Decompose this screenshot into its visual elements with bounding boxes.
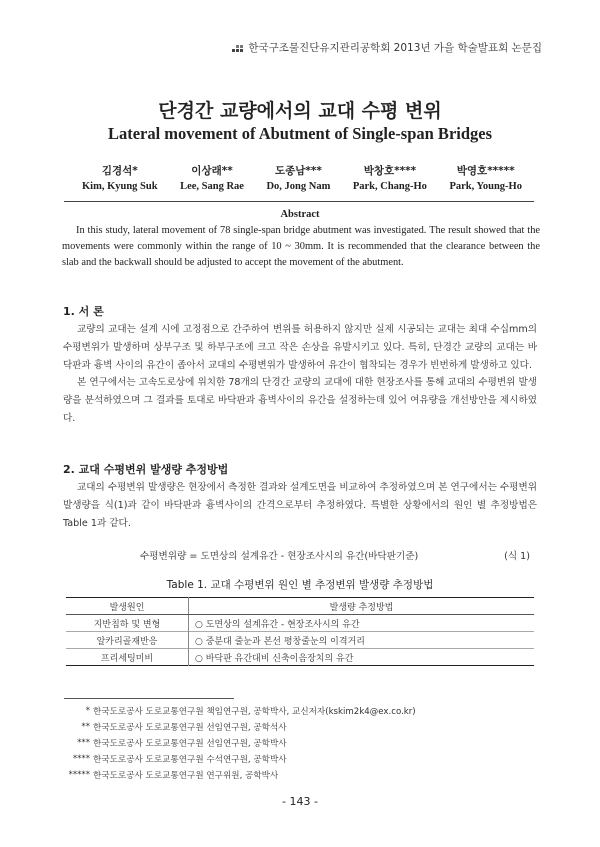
table-cell: ○ 중분대 줄눈과 본선 평창줄눈의 이격거리 [189,632,535,649]
table-cell: 알카리골재반응 [66,632,189,649]
footnote-text: 한국도로공사 도로교통연구원 수석연구원, 공학박사 [93,755,287,765]
footnotes [56,703,536,783]
section-2-body [63,479,537,532]
divider [64,201,534,202]
footnote-mark: **** [72,754,90,764]
table-row [66,632,534,649]
title-korean: 단경간 교량에서의 교대 수평 변위 [158,100,442,122]
author [180,163,244,192]
author-name-en: Do, Jong Nam [266,181,331,192]
footnote-divider [64,698,234,699]
footnote-mark: ***** [68,770,90,780]
author [82,163,158,192]
table-cell: 프리세팅미비 [66,649,189,666]
paragraph: 본 연구에서는 고속도로상에 위치한 78개의 단경간 교량의 교대에 대한 현장조사를 통해 교대의 수평변위 발생량을 분석하였으며 그 결과를 토대로 바닥판과 흉벽사이의 유간을 설정하는데 있어 여유량을 개선방안을 제시하였다. [63,377,537,424]
title-english: Lateral movement of Abutment of Single-span Bridges [107,124,493,143]
footnote-mark: * [85,706,90,716]
equation [140,548,530,562]
footnote [56,703,536,719]
author-name-en: Park, Young-Ho [449,181,522,192]
author-name-en: Lee, Sang Rae [180,181,244,192]
author-name-en: Kim, Kyung Suk [82,181,158,192]
author-name-ko: 박창호**** [363,165,417,177]
paragraph: 교대의 수평변위 발생량은 현장에서 측정한 결과와 설계도면을 비교하여 추정하였으며 본 연구에서는 수평변위 발생량을 식(1)과 같이 바닥판과 흉벽사이의 간격으로부터 추정하였다. 특별한 상황에서의 원인 별 추정방법은 Table 1과 같다. [63,482,537,529]
footnote [56,751,536,767]
column-header: 발생량 추정방법 [189,598,535,615]
page-number: - 143 - [282,795,318,808]
section-2-heading: 2. 교대 수평변위 발생량 추정방법 [63,463,229,476]
header-logo-icon [232,43,244,53]
author-name-ko: 김경석* [101,165,138,177]
abstract-heading: Abstract [280,209,320,220]
equation-text: 수평변위량 = 도면상의 설계유간 - 현장조사시의 유간(바닥판기준) [140,551,419,562]
author-list [82,163,522,192]
table-row [66,649,534,666]
footnote-text: 한국도로공사 도로교통연구원 책임연구원, 공학박사, 교신저자(kskim2k4@ex.co.kr) [93,707,416,717]
author-name-en: Park, Chang-Ho [352,181,427,192]
footnote-text: 한국도로공사 도로교통연구원 연구위원, 공학박사 [93,771,279,781]
table-cell: 지반침하 및 변형 [66,615,189,632]
equation-label: (식 1) [504,551,530,562]
author-name-ko: 이상래** [191,165,233,177]
author-name-ko: 도종남*** [274,165,322,177]
table-cell: ○ 바닥판 유간대비 신축이음장치의 유간 [189,649,535,666]
footnote-text: 한국도로공사 도로교통연구원 선임연구원, 공학박사 [93,739,287,749]
header-text: 한국구조물진단유지관리공학회 2013년 가을 학술발표회 논문집 [248,42,542,54]
footnote-text: 한국도로공사 도로교통연구원 선임연구원, 공학석사 [93,723,287,733]
table-row [66,615,534,632]
cause-table [66,597,534,666]
footnote [56,719,536,735]
author [266,163,330,192]
section-1-heading: 1. 서 론 [63,305,104,318]
author [353,163,427,192]
footnote-mark: *** [77,738,90,748]
running-header [232,40,542,55]
table-header-row [66,598,534,615]
table-caption: Table 1. 교대 수평변위 원인 별 추정변위 발생량 추정방법 [166,579,434,591]
section-1-body [63,321,537,428]
column-header: 발생원인 [66,598,189,615]
table-cell: ○ 도면상의 설계유간 - 현장조사시의 유간 [189,615,535,632]
footnote [56,767,536,783]
author [449,163,522,192]
author-name-ko: 박영호***** [456,165,515,177]
footnote-mark: ** [81,722,90,732]
footnote [56,735,536,751]
paragraph: 교량의 교대는 설계 시에 고정점으로 간주하여 변위를 허용하지 않지만 실제 시공되는 교대는 최대 수십mm의 수평변위가 발생하며 상부구조 및 하부구조에 크고 작은 손상을 유발시키고 있다. 특히, 단경간 교량의 교대는 바닥판과 흉벽 사이의 유간이 좁아서 교대의 수평변위가 발생하여 유간이 협착되는 경우가 빈번하게 발생하고 있다. [63,324,537,371]
abstract-text: In this study, lateral movement of 78 single-span bridge abutment was investigated. The result showed that the movements were commonly within the range of 10 ~ 30mm. It is recommended that the clearance between the slab and the backwall should be adjusted to accept the movement of the abutment. [62,225,540,268]
